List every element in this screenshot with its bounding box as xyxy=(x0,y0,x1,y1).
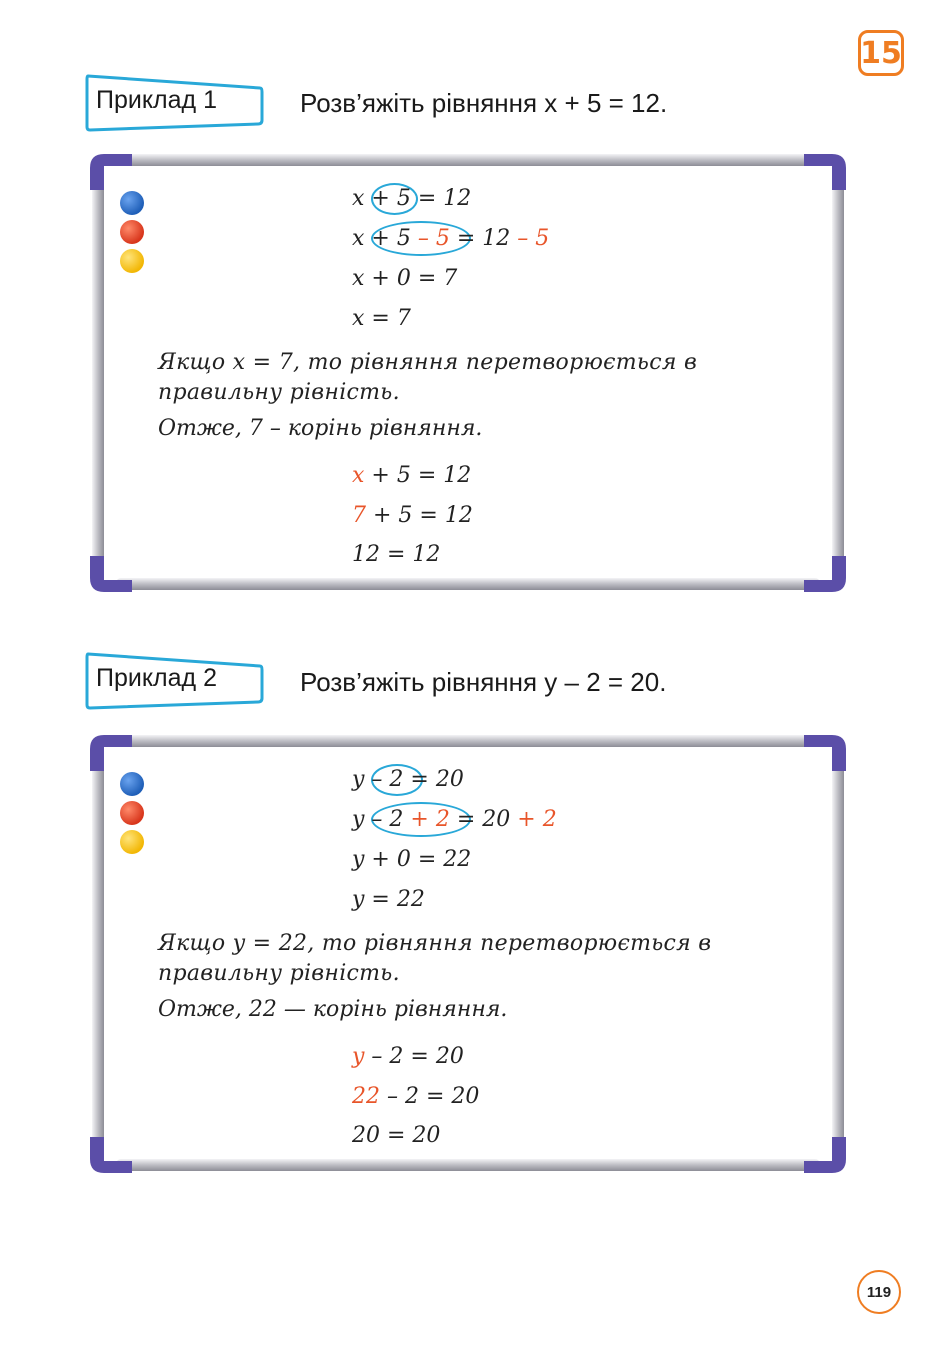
solution-step-3: y + 0 = 22 xyxy=(352,847,472,872)
conclusion-text: Отже, 7 – корінь рівняння. xyxy=(158,416,483,441)
solution-step-1: x + 5 = 12 xyxy=(352,186,472,211)
red-magnet-icon xyxy=(120,220,144,244)
solution-step-4: x = 7 xyxy=(352,306,411,331)
solution-step-2: y – 2 + 2 = 20 + 2 xyxy=(352,807,557,832)
solution-step-3: x + 0 = 7 xyxy=(352,266,458,291)
explanation-text: Якщо x = 7, то рівняння перетворюється в правильну рівність. xyxy=(158,350,698,405)
example-2-tag-label: Приклад 2 xyxy=(96,664,217,692)
whiteboard-2 xyxy=(86,731,850,1177)
check-step-2: 22 – 2 = 20 xyxy=(352,1084,480,1109)
example-1-tag xyxy=(84,72,266,134)
lesson-number-badge: 15 xyxy=(858,30,904,76)
example-2-task: Розв’яжіть рівняння y – 2 = 20. xyxy=(300,667,667,697)
example-1-tag-label: Приклад 1 xyxy=(96,86,217,114)
check-step-1: x + 5 = 12 xyxy=(352,463,472,488)
whiteboard-1 xyxy=(86,150,850,596)
conclusion-text: Отже, 22 — корінь рівняння. xyxy=(158,997,508,1022)
check-step-2: 7 + 5 = 12 xyxy=(352,503,473,528)
check-step-3: 20 = 20 xyxy=(352,1123,441,1148)
yellow-magnet-icon xyxy=(120,830,144,854)
blue-magnet-icon xyxy=(120,191,144,215)
check-step-1: y – 2 = 20 xyxy=(352,1044,464,1069)
solution-step-4: y = 22 xyxy=(352,887,425,912)
red-magnet-icon xyxy=(120,801,144,825)
solution-step-1: y – 2 = 20 xyxy=(352,767,464,792)
page-number: 119 xyxy=(857,1270,901,1314)
example-2-tag xyxy=(84,650,266,712)
example-1-task: Розв’яжіть рівняння x + 5 = 12. xyxy=(300,88,668,118)
explanation-text: Якщо y = 22, то рівняння перетворюється в правильну рівність. xyxy=(158,931,712,986)
solution-step-2: x + 5 – 5 = 12 – 5 xyxy=(352,226,550,251)
yellow-magnet-icon xyxy=(120,249,144,273)
check-step-3: 12 = 12 xyxy=(352,542,441,567)
blue-magnet-icon xyxy=(120,772,144,796)
